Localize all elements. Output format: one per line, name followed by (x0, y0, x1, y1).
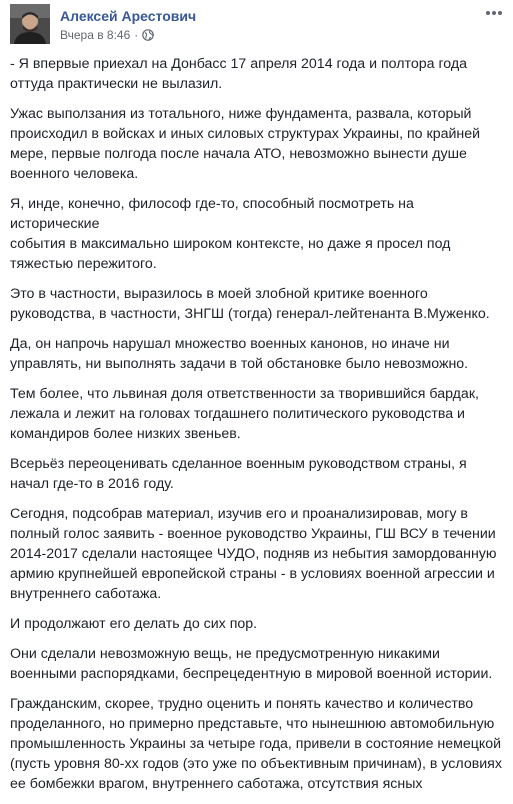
post-header (0, 0, 513, 52)
meta-separator: · (134, 28, 139, 42)
author-name-link[interactable]: Алексей Арестович (60, 8, 197, 24)
post-paragraph: Всерьёз переоценивать сделанное военным руководством страны, я начал где-то в 2016 году. (10, 456, 467, 492)
post-paragraph: Я, инде, конечно, философ где-то, способный посмотреть на исторические события в максимально широком контексте, но даже я просел под тяжестью пережитого. (10, 196, 451, 272)
post-paragraph: Сегодня, подсобрав материал, изучив его и проанализировав, могу в полный голос заявить - военное руководство Украины, ГШ ВСУ в течении 2014-2017 сделали настоящее ЧУДО, подняв из небытия замордованную армию крупнейшей европейской страны - в условиях военной агрессии и внутреннего саботажа. (10, 506, 497, 602)
post-body (10, 54, 504, 804)
profile-photo-icon (10, 4, 50, 44)
post-paragraph: Это в частности, выразилось в моей злобной критике военного руководства, в частности, ЗНГШ (тогда) генерал-лейтенанта В.Муженко. (10, 286, 490, 322)
post-paragraph: И продолжают его делать до сих пор. (10, 616, 258, 632)
globe-icon[interactable] (142, 29, 154, 41)
post-paragraph: - Я впервые приехал на Донбасс 17 апреля 2014 года и полтора года оттуда практически не вылазил. (10, 56, 468, 92)
post-paragraph: Они сделали невозможную вещь, не предусмотренную никакими военными распорядками, беспрецедентную в мировой военной истории. (10, 646, 493, 682)
post-paragraph: Тем более, что львиная доля ответственности за творившийся бардак, лежала и лежит на головах тогдашнего политического руководства и командиров более низких звеньев. (10, 386, 479, 442)
more-options-icon[interactable] (483, 6, 505, 20)
post-timestamp[interactable]: Вчера в 8:46 (60, 28, 131, 42)
post-meta (60, 28, 154, 42)
author-avatar[interactable] (10, 4, 50, 44)
post-paragraph: Да, он напрочь нарушал множество военных канонов, но иначе ни управлять, ни выполнять задачи в той обстановке было невозможно. (10, 336, 469, 372)
post-paragraph: Гражданским, скорее, трудно оценить и понять качество и количество проделанного, но примерно представьте, что нынешнюю автомобильную промышленность Украины за четыре года, привели в состояние немецкой (пусть уровня 80-хх годов (это уже по объективным причинам), в условиях ее бомбежки врагом, внутреннего саботажа, отсутствия ясных (10, 696, 502, 792)
post-paragraph: Ужас выползания из тотального, ниже фундамента, развала, который происходил в войсках и иных силовых структурах Украины, по крайней мере, первые полгода после начала АТО, невозможно вынести душе военного человека. (10, 106, 481, 182)
